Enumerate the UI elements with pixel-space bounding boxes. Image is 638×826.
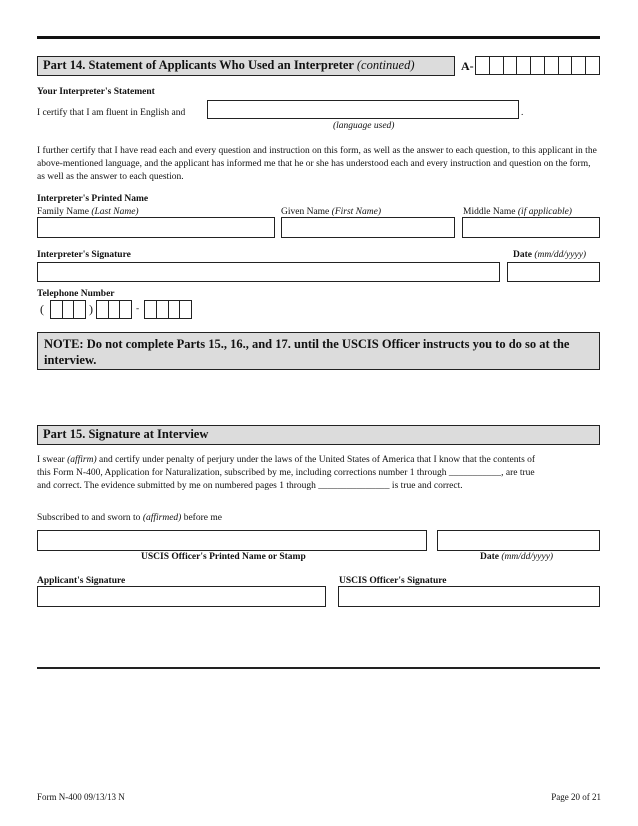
phone-line-input[interactable] (144, 300, 192, 319)
phone-area-code-input[interactable] (50, 300, 86, 319)
family-name-label (37, 207, 139, 217)
oath-line-2: this Form N-400, Application for Naturalization, subscribed by me, including corrections number 1 through ___________, are true (37, 468, 535, 478)
family-name-hint: (Last Name) (91, 207, 139, 217)
officer-date-label (480, 552, 553, 562)
language-input[interactable] (207, 100, 519, 119)
interpreter-date-text: Date (513, 250, 532, 260)
oath-line-1 (37, 455, 535, 465)
middle-name-input[interactable] (462, 217, 600, 238)
interpreter-statement-heading: Your Interpreter's Statement (37, 87, 155, 97)
family-name-input[interactable] (37, 217, 275, 238)
applicant-signature-label: Applicant's Signature (37, 576, 126, 586)
part14-continued: (continued) (356, 58, 415, 72)
footer-page-number: Page 20 of 21 (551, 792, 601, 802)
fluent-text: I certify that I am fluent in English and (37, 108, 186, 118)
part15-title: Part 15. Signature at Interview (43, 427, 209, 441)
a-number-input[interactable] (475, 56, 600, 75)
officer-date-text: Date (480, 552, 499, 562)
officer-date-input[interactable] (437, 530, 600, 551)
subscribed-affirmed: (affirmed) (142, 513, 182, 523)
part14-title-wrap (43, 58, 415, 73)
officer-name-input[interactable] (37, 530, 427, 551)
subscribed-line (37, 513, 222, 523)
subscribed-tail: before me (183, 513, 222, 523)
part14-header (37, 56, 455, 76)
part14-title: Part 14. Statement of Applicants Who Used an Interpreter (43, 58, 354, 72)
telephone-label: Telephone Number (37, 289, 115, 299)
middle-name-text: Middle Name (463, 207, 516, 217)
given-name-input[interactable] (281, 217, 455, 238)
officer-date-hint: (mm/dd/yyyy) (501, 552, 554, 562)
middle-name-label (463, 207, 572, 217)
given-name-label (281, 207, 381, 217)
part15-header (37, 425, 600, 445)
oath-line1-rest: and certify under penalty of perjury under the laws of the United States of America that I know that the contents of (99, 455, 536, 465)
interpreter-signature-field[interactable] (37, 262, 500, 282)
middle-name-hint: (if applicable) (517, 207, 572, 217)
note-box: NOTE: Do not complete Parts 15., 16., and 17. until the USCIS Officer instructs you to do so at the interview. (37, 332, 600, 370)
phone-prefix-input[interactable] (96, 300, 132, 319)
phone-dash: - (136, 304, 140, 314)
top-rule (37, 36, 600, 39)
subscribed-text: Subscribed to and sworn to (37, 513, 141, 523)
phone-close-paren: ) (89, 302, 93, 316)
given-name-text: Given Name (281, 207, 330, 217)
applicant-signature-field[interactable] (37, 586, 326, 607)
oath-swear: I swear (37, 455, 65, 465)
oath-affirm: (affirm) (67, 455, 97, 465)
given-name-hint: (First Name) (331, 207, 381, 217)
oath-line-3: and correct. The evidence submitted by me on numbered pages 1 through _______________ is true and correct. (37, 481, 463, 491)
language-caption: (language used) (333, 121, 395, 131)
period: . (521, 108, 524, 118)
officer-signature-label: USCIS Officer's Signature (339, 576, 447, 586)
interpreter-date-input[interactable] (507, 262, 600, 282)
family-name-text: Family Name (37, 207, 89, 217)
a-number-label: A- (461, 59, 474, 73)
phone-open-paren: ( (40, 302, 44, 316)
bottom-rule (37, 667, 600, 669)
certify-paragraph: I further certify that I have read each and every question and instruction on this form, as well as the answer to each question, to this applicant in the above-mentioned language, and the applicant has informed me that he or she has understood each and every instruction and question on the form, as well as the answer to each question. (37, 146, 597, 182)
footer-form-id: Form N-400 09/13/13 N (37, 792, 125, 802)
printed-name-heading: Interpreter's Printed Name (37, 194, 149, 204)
interpreter-signature-label: Interpreter's Signature (37, 250, 131, 260)
interpreter-date-hint: (mm/dd/yyyy) (534, 250, 587, 260)
interpreter-date-label (513, 250, 586, 260)
officer-name-label: USCIS Officer's Printed Name or Stamp (141, 552, 306, 562)
officer-signature-field[interactable] (338, 586, 600, 607)
